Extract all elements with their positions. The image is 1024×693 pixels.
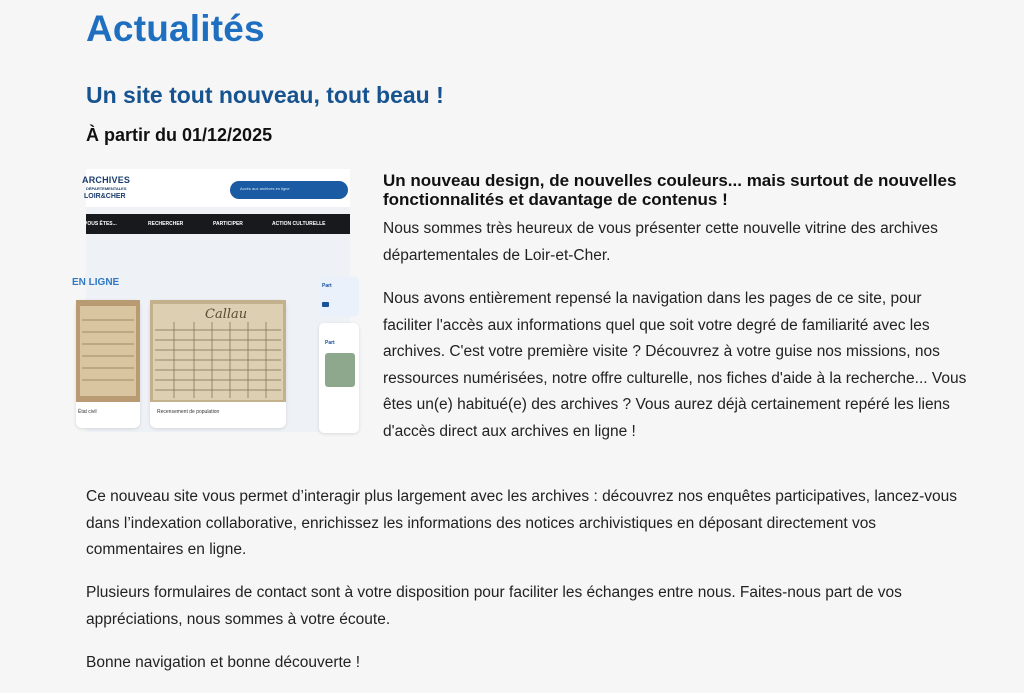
thumbnail-section-title: EN LIGNE [72,277,120,288]
thumbnail-nav-item: ACTION CULTURELLE [272,221,326,227]
thumbnail-side-label: Part [325,340,335,346]
article-title: Un site tout nouveau, tout beau ! [86,82,444,108]
thumbnail-header [82,169,350,207]
thumbnail-search-bar [230,181,348,199]
thumbnail-logo-line1: ARCHIVES [82,175,131,185]
thumbnail-card-label: État civil [78,409,97,415]
thumbnail-search-placeholder: Accès aux archives en ligne [240,186,290,191]
article-paragraph: Nous sommes très heureux de vous présenter cette nouvelle vitrine des archives départementales de Loir-et-Cher. [383,220,938,264]
thumbnail-nav-item: RECHERCHER [148,221,184,227]
thumbnail-side-label: Part [322,283,332,289]
article-paragraph: Plusieurs formulaires de contact sont à votre disposition pour faciliter les échanges entre nous. Faites-nous part de vos appréciations, nous sommes à votre écoute. [86,584,902,628]
thumbnail-card-caption: Callau [205,307,248,322]
article-lead: Un nouveau design, de nouvelles couleurs... mais surtout de nouvelles fonctionnalités et davantage de contenus ! [383,171,957,209]
thumbnail-logo-line2: DÉPARTEMENTALES [86,186,127,191]
thumbnail-card [150,300,286,428]
article-paragraph: Nous avons entièrement repensé la navigation dans les pages de ce site, pour faciliter l'accès aux informations quel que soit votre degré de familiarité avec les archives. C'est votre première visite ? Découvrez à votre guise nos missions, nos ressources numérisées, notre offre culturelle, nos fiches d'aide à la recherche... Vous êtes un(e) habitué(e) des archives ? Vous aurez déjà certainement repéré les liens d'accès direct aux archives en ligne ! [383,290,967,440]
thumbnail-side-panel [319,277,359,317]
thumbnail-card-label: Recensement de population [157,409,220,415]
page-title: Actualités [86,8,265,49]
thumbnail-side-panel [319,323,359,433]
thumbnail-side-image [325,353,355,387]
article-date: À partir du 01/12/2025 [86,125,273,145]
thumbnail-logo-line3: LOIR&CHER [84,193,126,200]
thumbnail-nav-bar [86,214,350,234]
article-paragraph: Ce nouveau site vous permet d’interagir plus largement avec les archives : découvrez nos enquêtes participatives, lancez-vous dans l’indexation collaborative, enrichissez les informations des notices archivistiques en déposant directement vos commentaires en ligne. [86,488,958,558]
thumbnail-card [76,300,140,428]
thumbnail-nav-item: PARTICIPER [213,221,243,227]
census-document-image [150,300,286,402]
website-screenshot-image [72,169,350,432]
article-paragraph: Bonne navigation et bonne découverte ! [86,654,361,671]
old-register-image [76,300,140,402]
mail-icon [322,302,329,307]
thumbnail-nav-item: VOUS ÊTES... [84,221,117,227]
